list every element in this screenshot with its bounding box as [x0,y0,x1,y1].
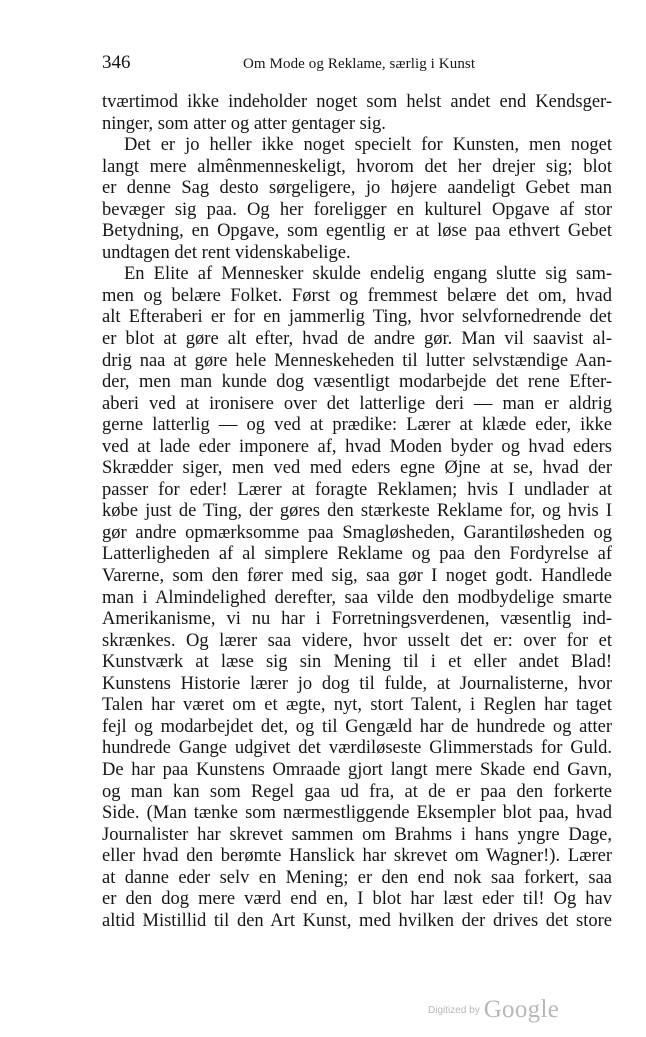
text-line: aberi ved at ironisere over det latterlige deri — man er aldrig [102,393,612,414]
text-line: Latterligheden af al simplere Reklame og paa den Fordyrelse af [102,544,612,565]
body-text [102,92,612,932]
text-line: Kunstværk at læse sig sin Mening til i et eller andet Blad! [102,652,612,673]
text-line: er blot at gøre alt efter, hvad de andre gør. Man vil saavist al- [102,329,612,350]
digitized-prefix: Digitized by [428,1005,480,1016]
text-line: Kunstens Historie lærer jo dog til fulde, at Journalisterne, hvor [102,673,612,694]
text-line: at danne eder selv en Mening; er den end nok saa forkert, saa [102,867,612,888]
text-line: der, men man kunde dog væsentligt modarbejde det rene Efter- [102,372,612,393]
text-line: skrænkes. Og lærer saa videre, hvor usselt det er: over for et [102,630,612,651]
text-line: En Elite af Mennesker skulde endelig engang slutte sig sam- [124,264,612,285]
text-line: Det er jo heller ikke noget specielt for Kunsten, men noget [124,135,612,156]
text-line: Varerne, som den fører med sig, saa gør I noget godt. Handlede [102,566,612,587]
text-line: hundrede Gange udgivet det værdiløseste Glimmerstads for Guld. [102,738,612,759]
text-line: eller hvad den berømte Hanslick har skrevet om Wagner!). Lærer [102,846,612,867]
google-wordmark: Google [483,996,560,1023]
text-line: Side. (Man tænke som nærmestliggende Eksempler blot paa, hvad [102,803,612,824]
text-line: tværtimod ikke indeholder noget som helst andet end Kendsger- [102,92,612,112]
text-line: Amerikanisme, vi nu har i Forretningsverdenen, væsentlig ind- [102,609,612,630]
text-line: Talen har været om et ægte, nyt, stort Talent, i Reglen har taget [102,695,612,716]
text-line: passer for eder! Lærer at foragte Reklamen; hvis I undlader at [102,479,612,500]
text-line: men og belære Folket. Først og fremmest belære det om, hvad [102,285,612,306]
text-line: gør andre opmærksomme paa Smagløsheden, Garantiløsheden og [102,522,612,543]
text-line: er denne Sag desto sørgeligere, jo højere aandeligt Gebet man [102,178,612,199]
text-line: alt Efteraberi er for en jammerlig Ting, hvor selvfornedrende det [102,307,612,328]
text-line: man i Almindelighed derefter, saa vilde den modbydelige smarte [102,587,612,608]
text-line: undtagen det rent videnskabelige. [102,242,351,263]
text-line: altid Mistillid til den Art Kunst, med hvilken der drives det store [102,910,612,931]
running-title: Om Mode og Reklame, særlig i Kunst [243,56,476,72]
text-line: langt mere almênmenneskeligt, hvorom det her drejer sig; blot [102,156,612,177]
text-line: drig naa at gøre hele Menneskeheden til lutter selvstændige Aan- [102,350,612,371]
text-line: og man kan som Regel gaa ud fra, at de er paa den forkerte [102,781,612,802]
text-line: ninger, som atter og atter gentager sig. [102,113,386,134]
text-line: De har paa Kunstens Omraade gjort langt mere Skade end Gavn, [102,759,612,780]
text-line: Betydning, en Opgave, som egentlig er at løse paa ethvert Gebet [102,221,612,242]
text-line: Journalister har skrevet sammen om Brahms i hans yngre Dage, [102,824,612,845]
text-line: gerne latterlig — og ved at prædike: Lærer at klæde eder, ikke [102,415,612,436]
text-line: ved at lade eder imponere af, hvad Moden byder og hvad eders [102,436,612,457]
text-line: fejl og modarbejdet det, og til Gengæld har de hundrede og atter [102,716,612,737]
digitized-by-google-watermark [428,996,559,1024]
page-number: 346 [102,52,131,73]
text-line: er den dog mere værd end en, I blot har læst eder til! Og hav [102,889,612,910]
text-line: Skrædder siger, men ved med eders egne Øjne at se, hvad der [102,458,612,479]
text-line: bevæger sig paa. Og her foreligger en kulturel Opgave af stor [102,199,612,220]
text-line: købe just de Ting, der gøres den stærkeste Reklame for, og hvis I [102,501,612,522]
